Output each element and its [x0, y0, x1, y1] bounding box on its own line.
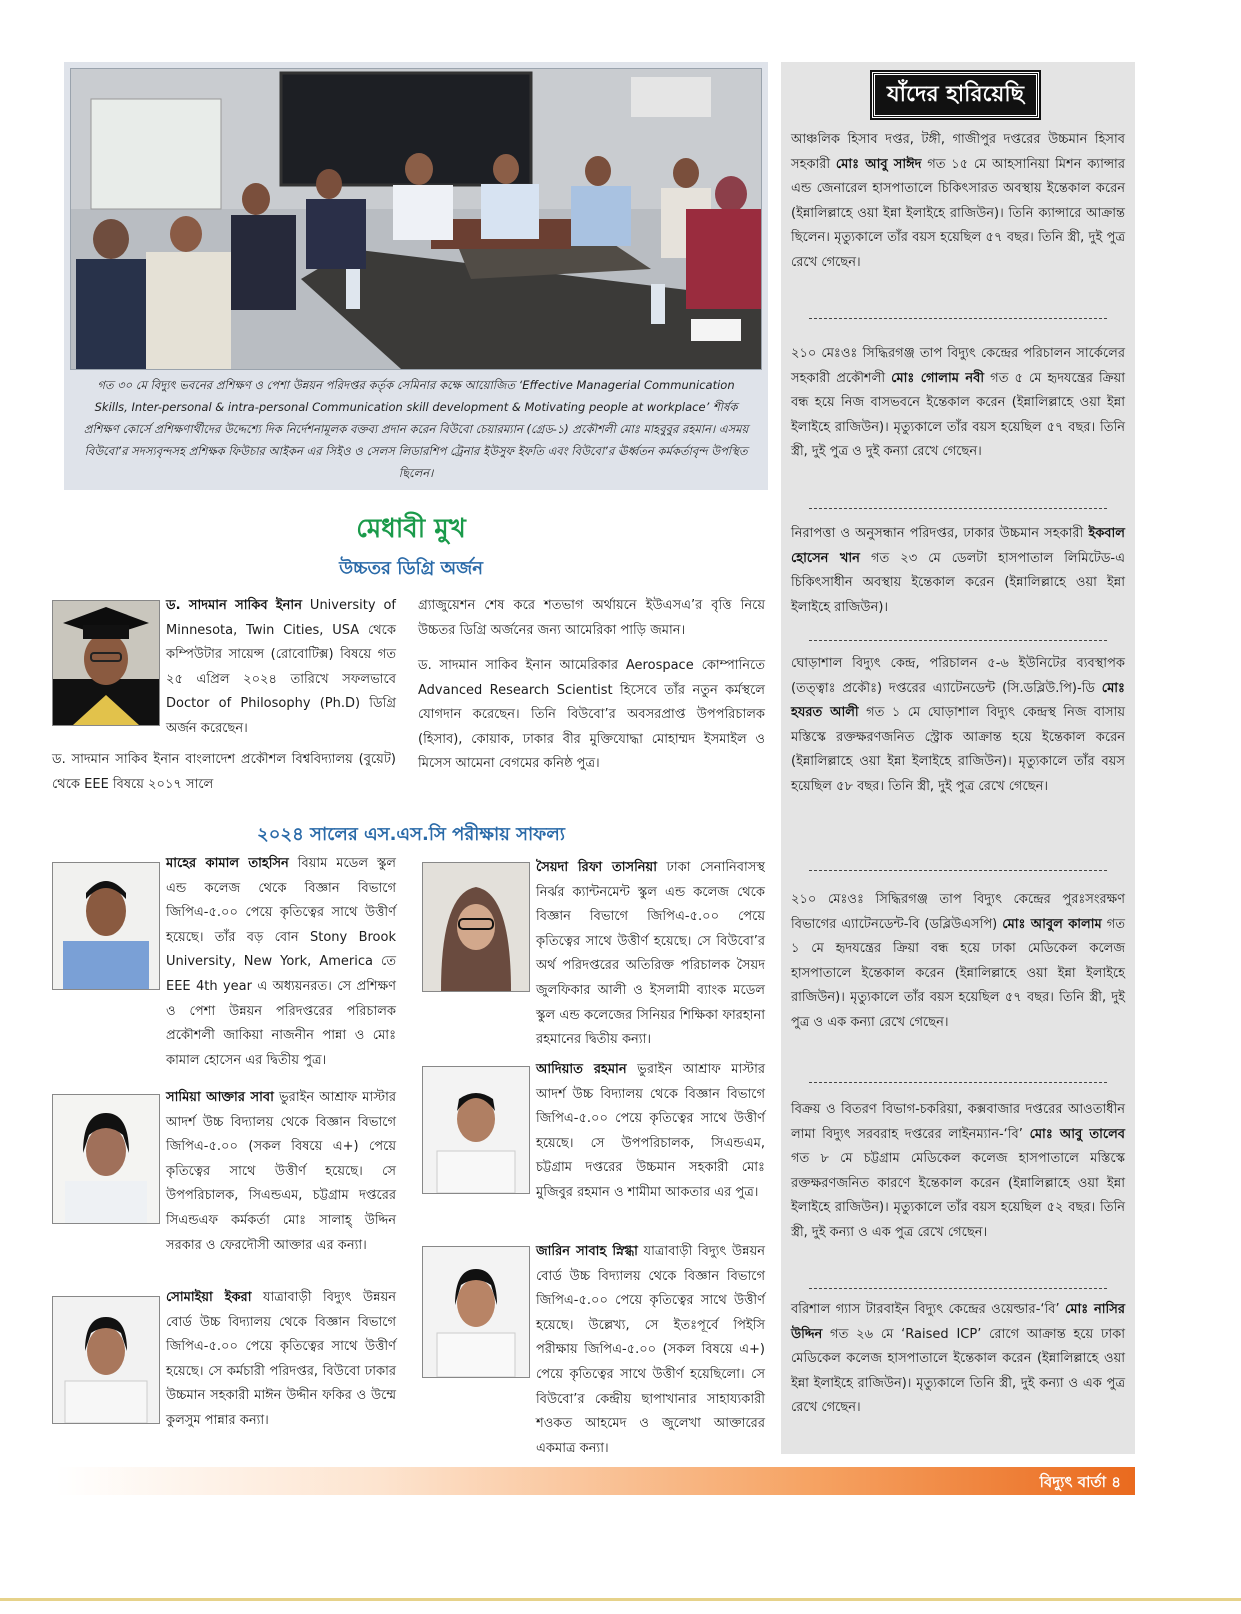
- obituary-entry-7: [791, 1298, 1125, 1421]
- obituary-entry-2: [791, 342, 1125, 465]
- student-3-name: সোমাইয়া ইকরা: [166, 1290, 252, 1305]
- obituary-entry-4-pre: ঘোড়াশাল বিদ্যুৎ কেন্দ্র, পরিচালন ৫-৬ ইউনিটের ব্যবস্থাপক (তত্ত্বাঃ প্রকৌঃ) দপ্তরের এ্যাটেনডেন্ট (সি.ডব্লিউ.পি)-ডি: [791, 656, 1125, 696]
- student-5-top: [536, 1058, 765, 1206]
- student-portrait-5: [422, 1066, 530, 1194]
- student-3-text: যাত্রাবাড়ী বিদ্যুৎ উন্নয়ন বোর্ড উচ্চ বিদ্যালয় থেকে বিজ্ঞান বিভাগে জিপিএ-৫.০০ পেয়ে কৃতিত্বের সাথে উত্তীর্ণ হয়েছে। সে কর্মচারী পরিদপ্তর, বিউবো ঢাকার উচ্চমান সহকারী মাঈন উদ্দীন ফকির ও উম্মে কুলসুম পান্নার কন্যা।: [166, 1290, 396, 1428]
- obituary-column: [781, 62, 1135, 1454]
- obituary-entry-2-post: গত ৫ মে হৃদযন্ত্রের ক্রিয়া বন্ধ হয়ে নিজ বাসভবনে ইন্তেকাল করেন (ইন্নালিল্লাহে ওয়া ইন্না ইলাইহে রাজিউন)। মৃত্যুকালে তাঁর বয়স হয়েছিল ৫৭ বছর। তিনি স্ত্রী, দুই পুত্র ও দুই কন্যা রেখে গেছেন।: [791, 370, 1126, 460]
- student-4-name: সৈয়দা রিফা তাসনিয়া: [536, 860, 657, 875]
- obituary-entry-3: [791, 522, 1125, 620]
- obituary-entry-7-pre: বরিশাল গ্যাস টারবাইন বিদ্যুৎ কেন্দ্রের ওয়েল্ডার-‘বি’: [791, 1302, 1066, 1317]
- student-4-text: ঢাকা সেনানিবাসস্থ নির্ঝর ক্যান্টনমেন্ট স্কুল এন্ড কলেজ থেকে বিজ্ঞান বিভাগে জিপিএ-৫.০০ পেয়ে কৃতিত্বের সাথে উত্তীর্ণ হয়েছে। সে বিউবো’র অর্থ পরিদপ্তরের অতিরিক্ত পরিচালক সৈয়দ জুলফিকার আলী ও ইসলামী ব্যাংক মডেল স্কুল এন্ড কলেজের সিনিয়র শিক্ষিকা ফারহানা রহমানের দ্বিতীয় কন্যা।: [536, 860, 765, 1048]
- page-bottom-rule: [0, 1598, 1241, 1601]
- student-portrait-3: [52, 1296, 160, 1424]
- obituary-entry-6-pre: বিক্রয় ও বিতরণ বিভাগ-চকরিয়া, কক্সবাজার দপ্তরের আওতাধীন লামা বিদ্যুৎ সরবরাহ দপ্তরের লাইনম্যান-‘বি’: [791, 1102, 1125, 1142]
- obituary-entry-2-pre: ২১০ মেঃওঃ সিদ্ধিরগঞ্জ তাপ বিদ্যুৎ কেন্দ্রের পরিচালন সার্কেলের সহকারী প্রকৌশলী: [791, 346, 1125, 386]
- seminar-photo: [70, 68, 762, 370]
- obituary-entry-6-name: মোঃ আবু তালেব: [1029, 1126, 1125, 1142]
- student-6-text: যাত্রাবাড়ী বিদ্যুৎ উন্নয়ন বোর্ড উচ্চ বিদ্যালয় থেকে বিজ্ঞান বিভাগে জিপিএ-৫.০০ পেয়ে কৃতিত্বের সাথে উত্তীর্ণ হয়েছে। উল্লেখ্য, সে ইতঃপূর্বে পিইসি পরীক্ষায় জিপিএ-৫.০০ (সকল বিষয়ে এ+) পেয়ে কৃতিত্বের সাথে উত্তীর্ণ হয়েছিলো। সে বিউবো’র কেন্দ্রীয় ছাপাখানার সাহায্যকারী শওকত আহমেদ ও জুলেখা আক্তারের একমাত্র কন্যা।: [536, 1244, 765, 1456]
- student-6-name: জারিন সাবাহ স্নিগ্ধা: [536, 1244, 638, 1259]
- obituary-entry-3-name: ইকবাল হোসেন খান: [791, 526, 1125, 566]
- divider: [809, 318, 1107, 319]
- phd-text-1: University of Minnesota, Twin Cities, USA থেকে কম্পিউটার সায়েন্স (রোবোটিক্স) বিষয়ে গত ২৫ এপ্রিল ২০২৪ তারিখে সফলভাবে Doctor of Philosophy (Ph.D) ডিগ্রি অর্জন করেছেন।: [166, 598, 396, 736]
- obituary-entry-7-name: মোঃ নাসির উদ্দিন: [791, 1302, 1125, 1342]
- section-title: মেধাবী মুখ: [356, 514, 466, 544]
- obituary-entry-5-pre: ২১০ মেঃওঃ সিদ্ধিরগঞ্জ তাপ বিদ্যুৎ কেন্দ্রের পুরঃসংরক্ষণ বিভাগের এ্যাটেনডেন্ট-বি (ডব্লিউএসপি): [791, 892, 1125, 932]
- obituary-entry-5-post: গত ১ মে হৃদযন্ত্রের ক্রিয়া বন্ধ হয়ে ঢাকা মেডিকেল কলেজ হাসপাতালে ইন্তেকাল করেন (ইন্নালিল্লাহে ওয়া ইন্না ইলাইহে রাজিউন)। মৃত্যুকালে তাঁর বয়স হয়েছিল ৫৭ বছর। তিনি স্ত্রী, দুই পুত্র ও এক কন্যা রেখে গেছেন।: [791, 916, 1125, 1030]
- footer-page-label: বিদ্যুৎ বার্তা ৪: [1039, 1473, 1121, 1491]
- phd-intro: [166, 594, 396, 742]
- divider: [809, 508, 1107, 509]
- student-2-name: সামিয়া আক্তার সাবা: [166, 1090, 274, 1105]
- student-1-text: বিয়াম মডেল স্কুল এন্ড কলেজ থেকে বিজ্ঞান বিভাগে জিপিএ-৫.০০ পেয়ে কৃতিত্বের সাথে উত্তীর্ণ হয়েছে। তাঁর বড় বোন Stony Brook University, New York, America তে EEE 4th year এ অধ্যয়নরত। সে প্রশিক্ষণ ও পেশা উন্নয়ন পরিদপ্তরের পরিচালক প্রকৌশলী জাকিয়া নাজনীন পান্না ও মোঃ কামাল হোসেন এর দ্বিতীয় পুত্র।: [166, 856, 396, 1068]
- obituary-entry-1-post: গত ১৫ মে আহসানিয়া মিশন ক্যান্সার এন্ড জেনারেল হাসপাতালে চিকিৎসারত অবস্থায় ইন্তেকাল করেন (ইন্নালিল্লাহে ওয়া ইন্না ইলাইহে রাজিউন)। তিনি ক্যান্সারে আক্রান্ত ছিলেন। মৃত্যুকালে তাঁর বয়স হয়েছিল ৫৭ বছর। তিনি স্ত্রী, দুই পুত্র রেখে গেছেন।: [791, 156, 1125, 270]
- phd-text-2: ড. সাদমান সাকিব ইনান বাংলাদেশ প্রকৌশল বিশ্ববিদ্যালয় (বুয়েট) থেকে EEE বিষয়ে ২০১৭ সালে: [52, 752, 396, 792]
- obituary-entry-4-name: মোঃ হযরত আলী: [791, 680, 1125, 721]
- divider: [809, 870, 1107, 871]
- obituary-title: যাঁদের হারিয়েছি: [872, 72, 1039, 118]
- student-2-top: [166, 1086, 396, 1258]
- student-3-top: [166, 1286, 396, 1434]
- divider: [809, 640, 1107, 641]
- student-5-name: আদিয়াত রহমান: [536, 1062, 627, 1077]
- phd-name: ড. সাদমান সাকিব ইনান: [166, 598, 302, 613]
- obituary-entry-4-post: গত ১ মে ঘোড়াশাল বিদ্যুৎ কেন্দ্রস্থ নিজ বাসায় মস্তিস্কে রক্তক্ষরণজনিত স্ট্রোক আক্রান্ত হয়ে ইন্তেকাল করেন (ইন্নালিল্লাহে ওয়া ইন্না ইলাইহে রাজিউন)। মৃত্যুকালে তাঁর বয়স হয়েছিল ৫৮ বছর। তিনি স্ত্রী, দুই পুত্র রেখে গেছেন।: [791, 705, 1125, 794]
- obituary-entry-1-name: মোঃ আবু সাঈদ: [835, 156, 922, 172]
- student-6-top: [536, 1240, 765, 1461]
- obituary-entry-1: [791, 128, 1125, 276]
- obituary-entry-3-pre: নিরাপত্তা ও অনুসন্ধান পরিদপ্তর, ঢাকার উচ্চমান সহকারী: [791, 526, 1089, 541]
- student-2-text: ভুরাইন আশ্রাফ মাস্টার আদর্শ উচ্চ বিদ্যালয় থেকে বিজ্ঞান বিভাগে জিপিএ-৫.০০ (সকল বিষয়ে এ+) পেয়ে কৃতিত্বের সাথে উত্তীর্ণ হয়েছে। সে উপপরিচালক, সিএন্ডএম, চট্টগ্রাম দপ্তরের সিএন্ডএফ কর্মকর্তা মোঃ সালাহ্ উদ্দিন সরকার ও ফেরদৌসী আক্তার এর কন্যা।: [166, 1090, 396, 1253]
- student-1-top: [166, 852, 396, 1073]
- obituary-entry-6: [791, 1098, 1125, 1246]
- student-portrait-4: [422, 862, 530, 992]
- obituary-entry-4: [791, 652, 1125, 800]
- seminar-photo-illustration: [71, 69, 761, 369]
- student-portrait-2: [52, 1094, 160, 1224]
- obituary-entry-3-post: গত ২৩ মে ডেলটা হাসপাতাল লিমিটেড-এ চিকিৎসাধীন অবস্থায় ইন্তেকাল করেন (ইন্নালিল্লাহে ওয়া ইন্না ইলাইহে রাজিউন)।: [791, 550, 1126, 615]
- divider: [809, 1082, 1107, 1083]
- photo-caption: গত ৩০ মে বিদ্যুৎ ভবনের প্রশিক্ষণ ও পেশা উন্নয়ন পরিদপ্তর কর্তৃক সেমিনার কক্ষে আয়োজিত ‘Effective Managerial Communication Skills, Inter-personal & intra-personal Communication skill development & Motivating people at workplace’ শীর্ষক প্রশিক্ষণ কোর্সে প্রশিক্ষণার্থীদের উদ্দেশ্যে দিক নির্দেশনামূলক বক্তব্য প্রদান করেন বিউবো চেয়ারম্যান (গ্রেড-১) প্রকৌশলী মোঃ মাহবুবুর রহমান। এসময় বিউবো’র সদস্যবৃন্দসহ প্রশিক্ষক ফিউচার আইকন এর সিইও ও সেলস লিডারশিপ ট্রেনার ইউসুফ ইফতি এবং বিউবো’র ঊর্ধ্বতন কর্মকর্তাবৃন্দ উপস্থিত ছিলেন।: [83, 378, 749, 480]
- obituary-entry-1-pre: আঞ্চলিক হিসাব দপ্তর, টঙ্গী, গাজীপুর দপ্তরের উচ্চমান হিসাব সহকারী: [791, 132, 1125, 172]
- obituary-entry-5: [791, 888, 1125, 1036]
- student-portrait-1: [52, 862, 160, 990]
- obituary-entry-5-name: মোঃ আবুল কালাম: [1002, 916, 1102, 932]
- student-portrait-6: [422, 1246, 530, 1378]
- student-1-name: মাহের কামাল তাহসিন: [166, 856, 289, 871]
- divider: [809, 1288, 1107, 1289]
- footer-bar: [56, 1467, 1135, 1495]
- photo-block: [64, 62, 768, 490]
- ssc-heading: ২০২৪ সালের এস.এস.সি পরীক্ষায় সাফল্য: [257, 824, 565, 845]
- phd-text-3: গ্র্যাজুয়েশন শেষ করে শতভাগ অর্থায়নে ইউএসএ’র বৃত্তি নিয়ে উচ্চতর ডিগ্রি অর্জনের জন্য আমেরিকা পাড়ি জমান।: [418, 598, 765, 638]
- student-4-top: [536, 856, 765, 1053]
- obituary-entry-2-name: মোঃ গোলাম নবী: [891, 370, 985, 386]
- student-5-text: ভুরাইন আশ্রাফ মাস্টার আদর্শ উচ্চ বিদ্যালয় থেকে বিজ্ঞান বিভাগে জিপিএ-৫.০০ পেয়ে কৃতিত্বের সাথে উত্তীর্ণ হয়েছে। সে উপপরিচালক, সিএন্ডএম, চট্টগ্রাম দপ্তরের উচ্চমান সহকারী মোঃ মুজিবুর রহমান ও শামীমা আকতার এর পুত্র।: [536, 1062, 766, 1200]
- phd-portrait: [52, 600, 160, 726]
- higher-degree-heading: উচ্চতর ডিগ্রি অর্জন: [339, 558, 483, 579]
- phd-text-4: ড. সাদমান সাকিব ইনান আমেরিকার Aerospace কোম্পানিতে Advanced Research Scientist হিসেবে তাঁর নতুন কর্মস্থলে যোগদান করেছেন। তিনি বিউবো’র অবসরপ্রাপ্ত উপপরিচালক (হিসাব), কোয়াক, ঢাকার বীর মুক্তিযোদ্ধা মোহাম্মদ ইসমাইল ও মিসেস আমেনা বেগমের কনিষ্ঠ পুত্র।: [418, 658, 765, 772]
- obituary-entry-6-post: গত ৮ মে চট্টগ্রাম মেডিকেল কলেজ হাসপাতালে মস্তিস্কে রক্তক্ষরণজনিত কারণে ইন্তেকাল করেন (ইন্নালিল্লাহে ওয়া ইন্না ইলাইহে রাজিউন)। মৃত্যুকালে তাঁর বয়স হয়েছিল ৫২ বছর। তিনি স্ত্রী, দুই কন্যা ও এক পুত্র রেখে গেছেন।: [791, 1151, 1125, 1240]
- obituary-entry-7-post: গত ২৬ মে ‘Raised ICP’ রোগে আক্রান্ত হয়ে ঢাকা মেডিকেল কলেজ হাসপাতালে ইন্তেকাল করেন (ইন্নালিল্লাহে ওয়া ইন্না ইলাইহে রাজিউন)। মৃত্যুকালে তিনি স্ত্রী, দুই কন্যা ও এক পুত্র রেখে গেছেন।: [791, 1326, 1125, 1416]
